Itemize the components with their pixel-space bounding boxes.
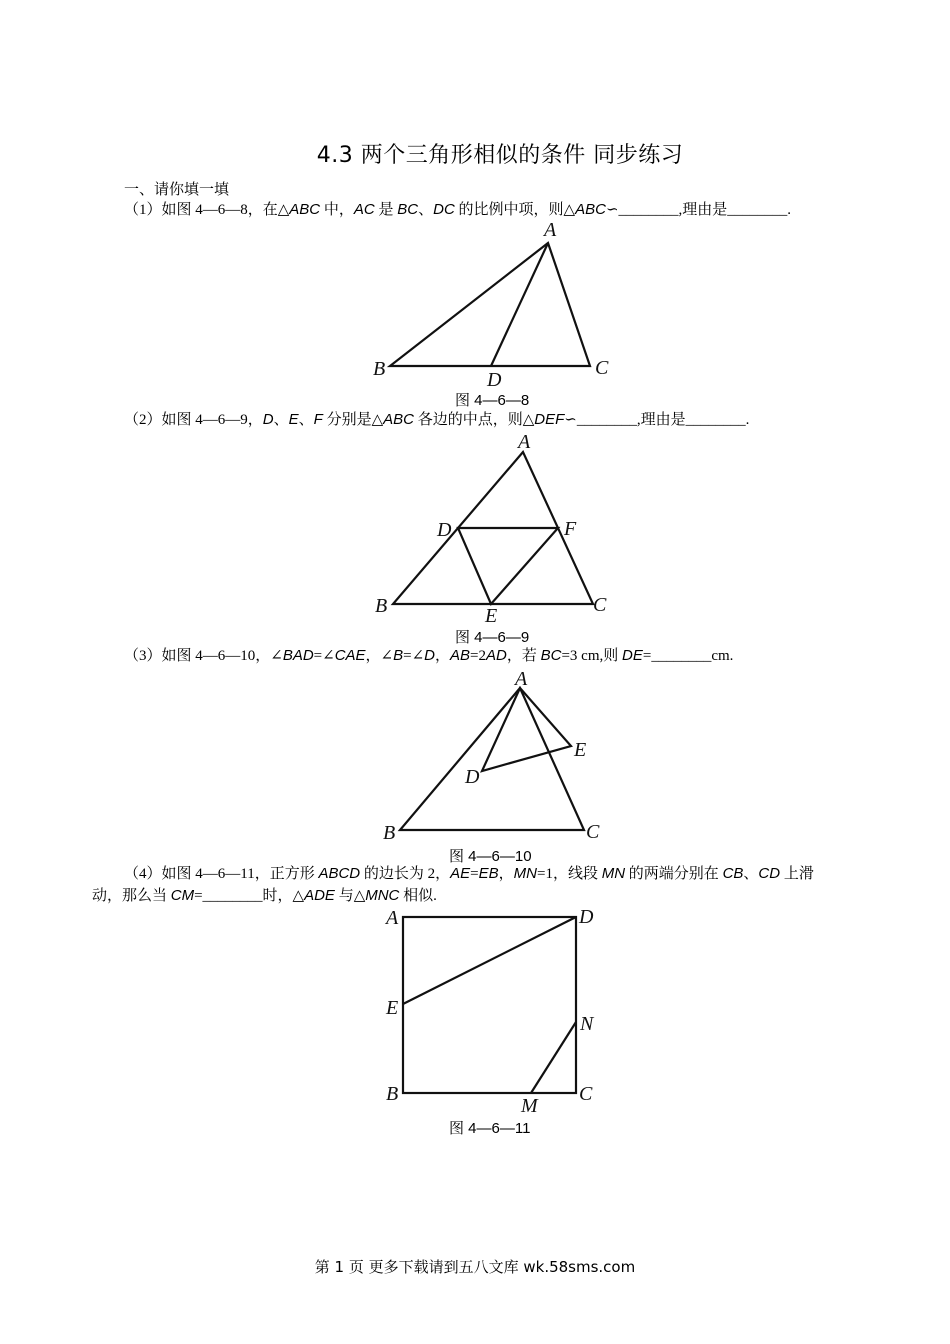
label-d: D [465,766,480,788]
label-b: B [383,822,396,844]
question-4-line-2: 动，那么当 CM=________时，△ADE 与△MNC 相似. [92,887,437,904]
segment-mn [531,1022,576,1093]
label-a: A [515,668,528,690]
segment-ad [491,243,548,366]
label-c: C [579,1083,593,1105]
question-3: （3）如图 4—6—10，∠BAD=∠CAE，∠B=∠D，AB=2AD，若 BC=3 cm,则 DE=________cm. [124,647,734,664]
triangle-abc [390,243,590,366]
label-c: C [595,357,609,379]
label-e: E [386,997,399,1019]
label-f: F [564,518,577,540]
figure-1-triangle [373,219,609,391]
label-e: E [574,739,587,761]
label-m: M [521,1095,538,1117]
figure-2-triangle [375,431,607,627]
label-a: A [386,907,399,929]
figure-2-caption: 图 4—6—9 [455,629,530,646]
triangle-def [458,528,558,604]
label-d: D [579,906,594,928]
square-abcd [403,917,576,1093]
segment-ed [403,917,576,1004]
question-1: （1）如图 4—6—8，在△ABC 中，AC 是 BC、DC 的比例中项，则△ABC∽________,理由是________. [124,201,792,218]
label-d: D [487,369,502,391]
label-b: B [373,358,386,380]
triangle-abc [400,688,587,830]
label-c: C [593,594,607,616]
label-c: C [586,821,600,843]
label-b: B [375,595,388,617]
label-a: A [518,431,531,453]
question-4-line-1: （4）如图 4—6—11，正方形 ABCD 的边长为 2，AE=EB，MN=1，线段 MN 的两端分别在 CB、CD 上滑 [124,865,814,882]
figure-3-triangles [383,668,600,844]
figure-4-square [384,906,595,1117]
label-a: A [544,219,557,241]
label-d: D [437,519,452,541]
figure-1-caption: 图 4—6—8 [455,392,530,409]
question-2: （2）如图 4—6—9，D、E、F 分别是△ABC 各边的中点，则△DEF∽________,理由是________. [124,411,750,428]
label-e: E [485,605,498,627]
label-n: N [580,1013,594,1035]
figure-3-caption: 图 4—6—10 [449,848,532,865]
figure-4-caption: 图 4—6—11 [449,1120,531,1137]
page-footer: 第 1 页 更多下载请到五八文库 wk.58sms.com [314,1258,636,1276]
label-b: B [386,1083,399,1105]
section-heading: 一、请你填一填 [124,182,230,198]
page-title: 4.3 两个三角形相似的条件 同步练习 [316,143,684,168]
